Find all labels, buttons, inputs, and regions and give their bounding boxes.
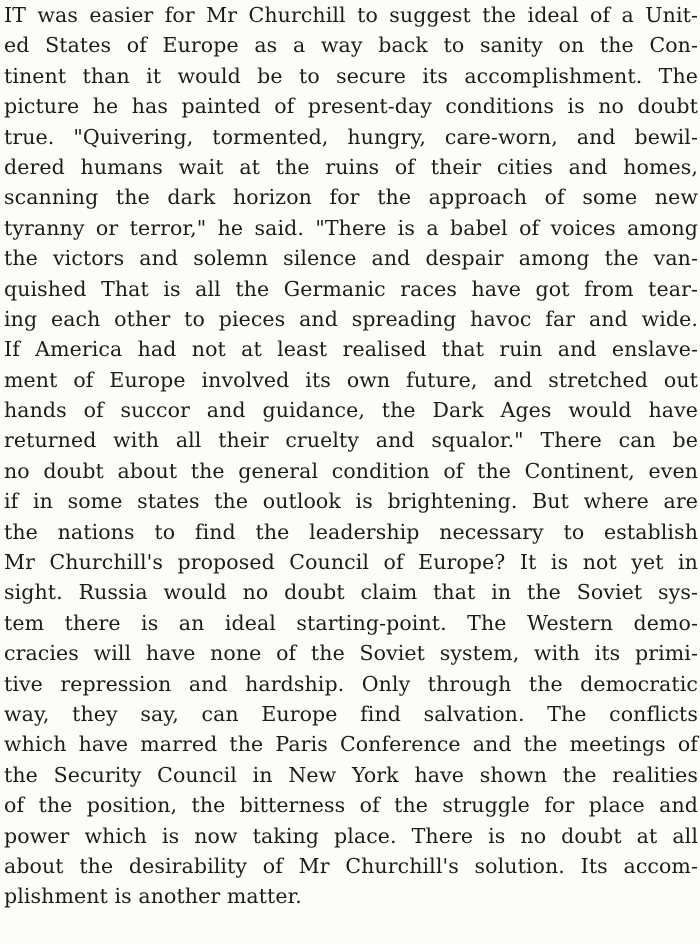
- article-line: the victors and solemn silence and despair among the van-: [4, 246, 698, 271]
- article-line: ment of Europe involved its own future, and stretched out: [4, 367, 698, 392]
- article-line: sight. Russia would no doubt claim that in the Soviet sys-: [4, 580, 698, 605]
- article-line: tive repression and hardship. Only through the democratic: [4, 671, 698, 696]
- article-line: tem there is an ideal starting-point. The Western demo-: [4, 610, 698, 635]
- article-line: If America had not at least realised that ruin and enslave-: [4, 337, 698, 362]
- article-line: about the desirability of Mr Churchill's solution. Its accom-: [4, 853, 698, 878]
- article-line: the nations to find the leadership necessary to establish: [4, 519, 698, 544]
- article-line: hands of succor and guidance, the Dark Ages would have: [4, 398, 698, 423]
- article-line: ing each other to pieces and spreading havoc far and wide.: [4, 306, 698, 331]
- article-line: which have marred the Paris Conference and the meetings of: [4, 732, 698, 757]
- article-line: cracies will have none of the Soviet system, with its primi-: [4, 641, 698, 666]
- article-line: ed States of Europe as a way back to sanity on the Con-: [4, 33, 698, 58]
- article-line: returned with all their cruelty and squalor." There can be: [4, 428, 698, 453]
- article-line: way, they say, can Europe find salvation. The conflicts: [4, 701, 698, 726]
- article-line: tinent than it would be to secure its accomplishment. The: [4, 63, 698, 88]
- article-line: power which is now taking place. There is no doubt at all: [4, 823, 698, 848]
- article-line: IT was easier for Mr Churchill to suggest the ideal of a Unit-: [4, 3, 698, 27]
- article-line: scanning the dark horizon for the approach of some new: [4, 185, 698, 210]
- article-text: [4, 0, 698, 912]
- article-line: plishment is another matter.: [4, 884, 302, 909]
- article-line: true. "Quivering, tormented, hungry, care-worn, and bewil-: [4, 124, 698, 149]
- article-line: quished That is all the Germanic races have got from tear-: [4, 276, 698, 301]
- article-line: Mr Churchill's proposed Council of Europe? It is not yet in: [4, 550, 698, 575]
- article-line: no doubt about the general condition of the Continent, even: [4, 458, 698, 483]
- article-line: of the position, the bitterness of the struggle for place and: [4, 793, 698, 818]
- article-line: if in some states the outlook is brightening. But where are: [4, 489, 698, 514]
- article-line: dered humans wait at the ruins of their cities and homes,: [4, 154, 698, 179]
- article-line: picture he has painted of present-day conditions is no doubt: [4, 94, 698, 119]
- article-line: the Security Council in New York have shown the realities: [4, 762, 698, 787]
- article-line: tyranny or terror," he said. "There is a babel of voices among: [4, 215, 698, 240]
